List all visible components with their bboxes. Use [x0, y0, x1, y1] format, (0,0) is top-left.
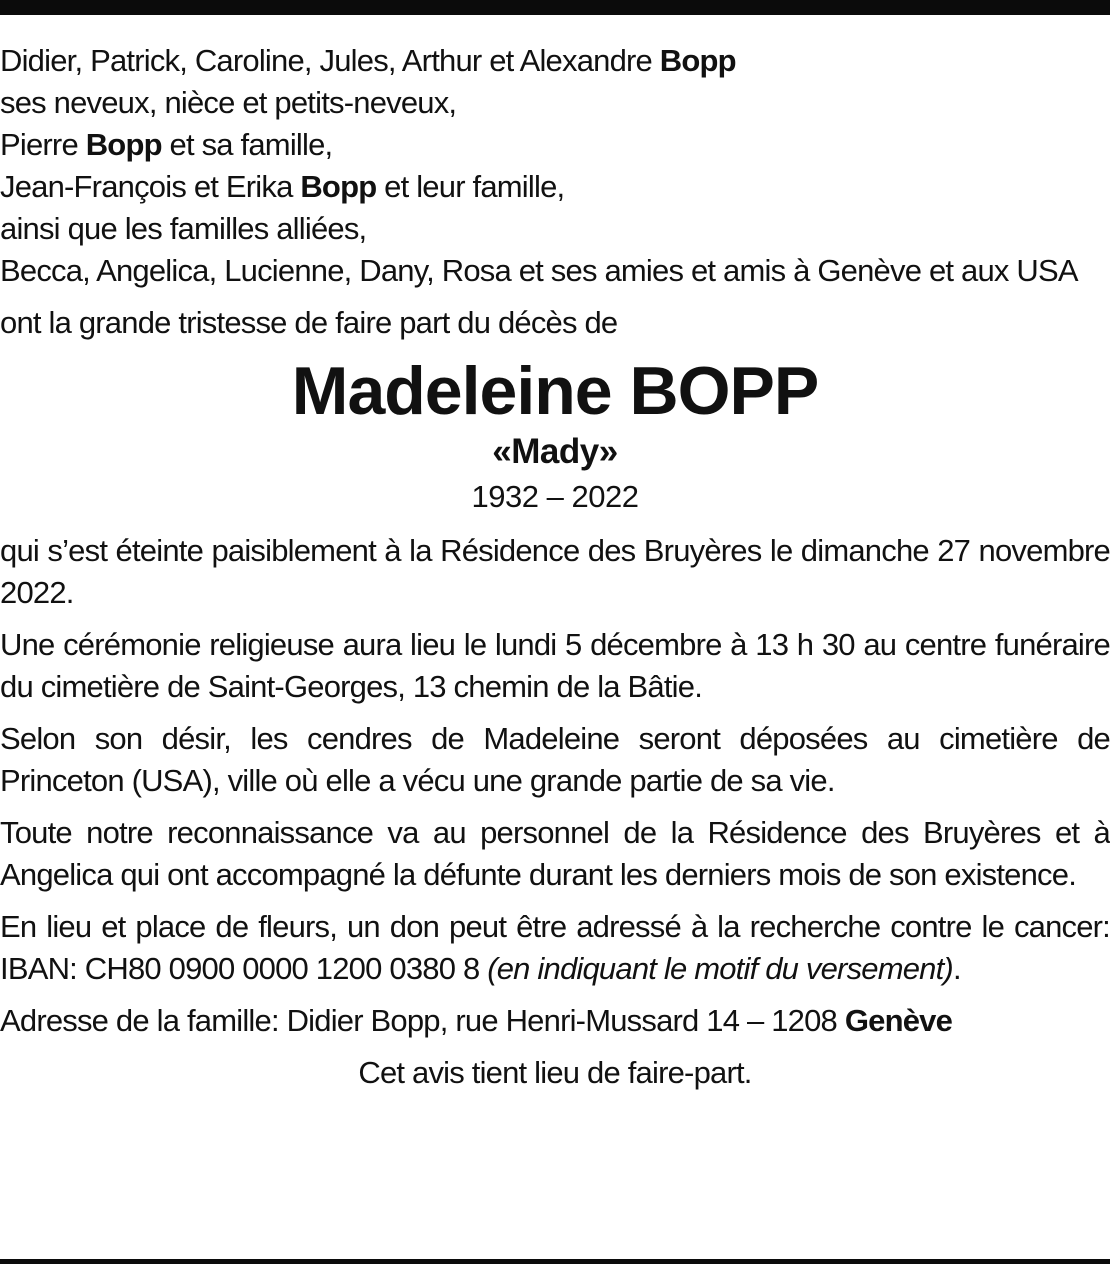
closing-note: Cet avis tient lieu de faire-part.	[358, 1055, 752, 1090]
family-address: Adresse de la famille: Didier Bopp, rue Henri-Mussard 14 – 1208 Genève	[0, 1003, 953, 1038]
sender-line: Didier, Patrick, Caroline, Jules, Arthur et Alexandre Bopp	[0, 43, 736, 78]
donation-paragraph: En lieu et place de fleurs, un don peut être adressé à la recherche contre le cancer: IBAN: CH80 0900 0000 1200 0380 8 (en indiquant le motif du versement).	[0, 909, 1110, 986]
thanks-paragraph: Toute notre reconnaissance va au personnel de la Résidence des Bruyères et à Angelica qui ont accompagné la défunte durant les derniers mois de son existence.	[0, 815, 1110, 892]
senders-block	[0, 40, 1110, 292]
ashes-paragraph: Selon son désir, les cendres de Madeleine seront déposées au cimetière de Princeton (USA), ville où elle a vécu une grande partie de sa vie.	[0, 721, 1110, 798]
donation-note: (en indiquant le motif du versement)	[487, 951, 953, 986]
address-city: Genève	[844, 1003, 953, 1038]
deceased-nickname: «Mady»	[492, 432, 618, 471]
sender-line: Becca, Angelica, Lucienne, Dany, Rosa et ses amies et amis à Genève et aux USA	[0, 253, 1078, 288]
deceased-name: Madeleine BOPP	[291, 353, 819, 429]
ceremony-paragraph: Une cérémonie religieuse aura lieu le lundi 5 décembre à 13 h 30 au centre funéraire du cimetière de Saint-Georges, 13 chemin de la Bâtie.	[0, 627, 1110, 704]
sender-line: Jean-François et Erika Bopp et leur famille,	[0, 169, 565, 204]
announcement: ont la grande tristesse de faire part du décès de	[0, 305, 618, 340]
sender-line: Pierre Bopp et sa famille,	[0, 127, 333, 162]
sender-line: ses neveux, nièce et petits-neveux,	[0, 85, 457, 120]
sender-line: ainsi que les familles alliées,	[0, 211, 367, 246]
deceased-block	[0, 352, 1110, 520]
deceased-years: 1932 – 2022	[471, 479, 639, 514]
obituary-notice	[0, 40, 1110, 1094]
bottom-rule	[0, 1259, 1110, 1264]
top-rule	[0, 0, 1110, 15]
death-paragraph: qui s’est éteinte paisiblement à la Résidence des Bruyères le dimanche 27 novembre 2022.	[0, 533, 1110, 610]
